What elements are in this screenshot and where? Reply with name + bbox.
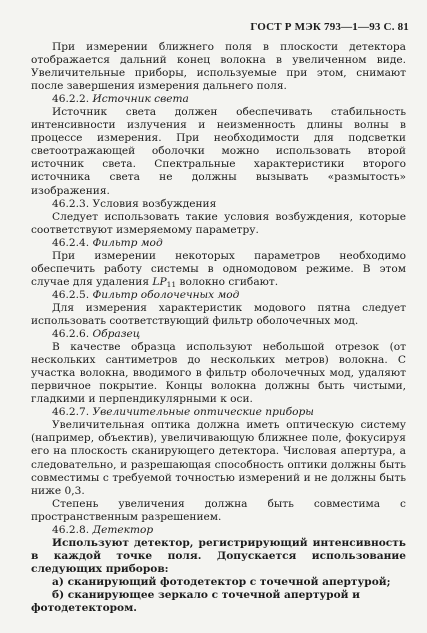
mode-symbol: LP (152, 275, 167, 288)
paragraph-detector: Используют детектор, регистрирующий интенсивность в каждой точке поля. Допускается использование следующих приборов: (31, 536, 406, 575)
section-heading-sample (31, 328, 406, 341)
list-item-a: а) сканирующий фотодетектор с точечной апертурой; (52, 575, 391, 588)
section-number: 46.2.3. (52, 197, 90, 210)
section-title: Фильтр оболочечных мод (92, 288, 240, 301)
paragraph-launch-conditions: Следует использовать такие условия возбуждения, которые соответствуют измеряемому параметру. (31, 210, 406, 236)
section-number: 46.2.4. (52, 236, 90, 249)
section-number: 46.2.7. (52, 406, 90, 419)
section-number: 46.2.2. (52, 93, 90, 106)
section-title: Фильтр мод (92, 236, 163, 249)
section-heading-detector (31, 524, 406, 537)
section-title: Детектор (92, 523, 154, 536)
detector-block (31, 537, 406, 615)
paragraph-cladding-filter: Для измерения характеристик модового пятна следует использовать соответствующий фильтр оболочечных мод. (31, 301, 406, 327)
paragraph-mode-filter (31, 250, 406, 289)
section-heading-magnifying-optics (31, 406, 406, 419)
section-heading-launch-conditions (31, 198, 406, 211)
paragraph-light-source: Источник света должен обеспечивать стабильность интенсивности излучения и неизменность длины волны в процессе измерения. При необходимости для подсветки светоотражающей оболочки можно использовать второй источник света. Спектральные характеристики второго источника света не должны вызывать «размытость» изображения. (31, 106, 406, 197)
section-heading-mode-filter (31, 237, 406, 250)
paragraph-near-field: При измерении ближнего поля в плоскости детектора отображается дальний конец волокна в увеличенном виде. Увеличительные приборы, используемые при этом, снимают после завершения измерения дальнего поля. (31, 41, 406, 93)
document-body (31, 41, 406, 615)
section-title: Условия возбуждения (92, 197, 217, 210)
paragraph-text: При измерении некоторых параметров необходимо обеспечить работу системы в одномодовом режиме. В этом случае для удаления (31, 249, 406, 288)
section-heading-light-source (31, 93, 406, 106)
mode-subscript: 11 (166, 279, 177, 289)
section-title: Увеличительные оптические приборы (92, 406, 314, 419)
paragraph-text: волокно сгибают. (179, 275, 279, 288)
paragraph-magnifying-optics: Увеличительная оптика должна иметь оптическую систему (например, объектив), увеличивающую ближнее поле, фокусируя его на плоскость сканирующего детектора. Числовая апертура, а следовательно, и разрешающая способность оптики должны быть совместимы с требуемой точностью измерений и не должны быть ниже 0,3. (31, 419, 406, 497)
paragraph-magnification: Степень увеличения должна быть совместима с пространственным разрешением. (31, 497, 406, 523)
section-title: Образец (92, 328, 141, 341)
section-number: 46.2.6. (52, 328, 90, 341)
section-number: 46.2.5. (52, 288, 90, 301)
paragraph-sample: В качестве образца используют небольшой отрезок (от нескольких сантиметров до нескольких метров) волокна. С участка волокна, вводимого в фильтр оболочечных мод, удаляют первичное покрытие. Концы волокна должны быть чистыми, гладкими и перпендикулярными к оси. (31, 341, 406, 406)
list-item-b: б) сканирующее зеркало с точечной апертурой и фотодетектором. (31, 588, 361, 615)
section-heading-cladding-filter (31, 289, 406, 302)
running-header: ГОСТ Р МЭК 793—1—93 С. 81 (250, 21, 409, 33)
section-title: Источник света (92, 93, 189, 106)
section-number: 46.2.8. (52, 523, 90, 536)
